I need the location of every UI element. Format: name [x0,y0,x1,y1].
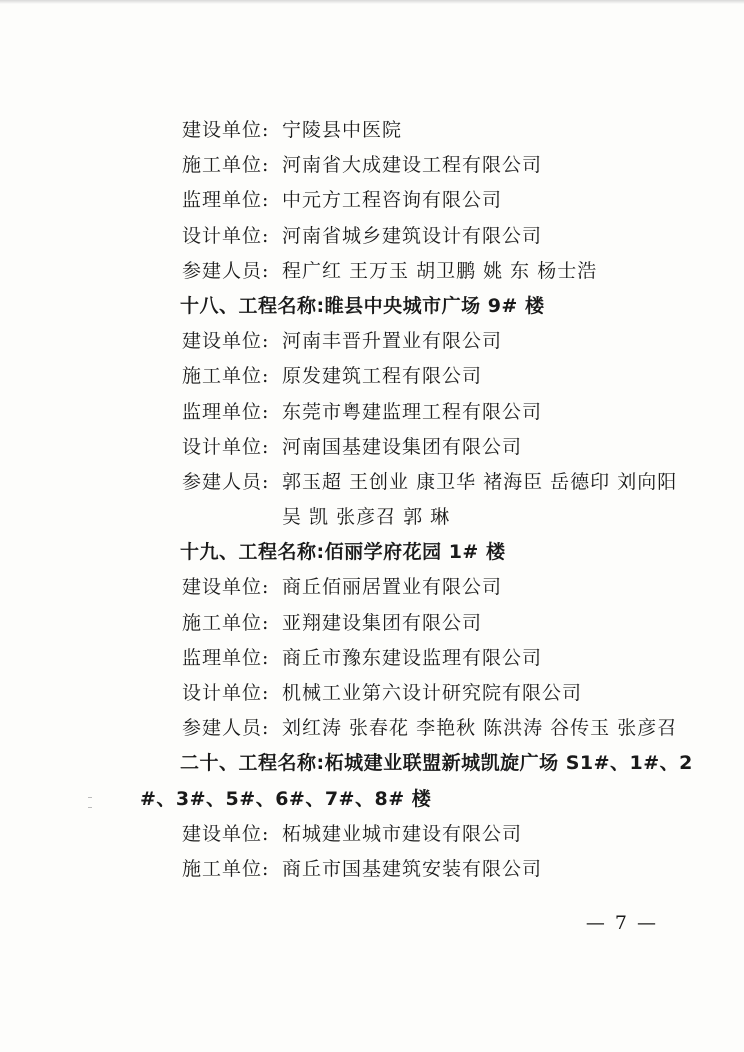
info-label: 参建人员: [182,259,270,282]
info-value: 河南省城乡建筑设计有限公司 [282,224,543,247]
info-row [140,395,700,430]
info-row [140,359,700,394]
document-body [140,113,700,887]
info-row [140,183,700,218]
info-row [140,148,700,183]
info-label: 设计单位: [182,682,270,704]
info-row [140,254,700,289]
info-label: 参建人员: [182,717,270,740]
info-value: 刘红涛 张春花 李艳秋 陈洪涛 谷传玉 张彦召 [282,717,678,740]
staff-continued: 吴 凯 张彦召 郭 琳 [282,506,451,529]
info-label: 建设单位: [182,822,270,845]
info-row [140,711,700,746]
info-label: 施工单位: [182,154,270,177]
project-heading-continued: #、3#、5#、6#、7#、8# 楼 [140,787,432,810]
info-row [140,113,700,148]
info-row [140,852,700,887]
info-value: 宁陵县中医院 [282,119,403,141]
info-row [140,219,700,254]
info-value: 郭玉超 王创业 康卫华 褚海臣 岳德印 刘向阳 [282,470,678,493]
info-label: 施工单位: [182,857,270,880]
info-value: 河南国基建设集团有限公司 [282,435,523,458]
info-label: 设计单位: [182,224,270,247]
scan-top-edge [0,0,744,4]
info-row [140,606,700,641]
info-label: 建设单位: [182,576,270,599]
info-label: 监理单位: [182,189,270,212]
info-value: 亚翔建设集团有限公司 [282,611,483,634]
info-row [140,641,700,676]
info-row [140,570,700,605]
info-value: 中元方工程咨询有限公司 [282,189,503,212]
info-row [140,676,700,711]
info-row [140,465,700,500]
scan-mark [88,807,92,808]
info-value: 河南省大成建设工程有限公司 [282,154,543,177]
scan-mark [88,797,92,798]
info-label: 施工单位: [182,365,270,388]
project-heading: 十九、工程名称:佰丽学府花园 1# 楼 [180,541,506,564]
info-value: 商丘佰丽居置业有限公司 [282,576,503,599]
info-value: 程广红 王万玉 胡卫鹏 姚 东 杨士浩 [282,259,598,282]
info-label: 施工单位: [182,611,270,634]
info-value: 柘城建业城市建设有限公司 [282,822,523,845]
page-number: — 7 — [585,912,658,934]
info-value: 原发建筑工程有限公司 [282,365,483,388]
info-label: 监理单位: [182,646,270,669]
info-row [140,430,700,465]
project-heading: 二十、工程名称:柘城建业联盟新城凯旋广场 S1#、1#、2 [180,752,693,775]
info-row [140,817,700,852]
info-value: 商丘市豫东建设监理有限公司 [282,646,543,669]
info-value: 河南丰晋升置业有限公司 [282,330,503,353]
info-row [140,324,700,359]
info-value: 商丘市国基建筑安装有限公司 [282,857,543,880]
info-label: 参建人员: [182,470,270,493]
info-label: 建设单位: [182,330,270,353]
info-value: 东莞市粤建监理工程有限公司 [282,400,543,423]
info-value: 机械工业第六设计研究院有限公司 [282,682,583,704]
info-label: 设计单位: [182,435,270,458]
info-label: 监理单位: [182,400,270,423]
info-label: 建设单位: [182,119,270,141]
project-heading: 十八、工程名称:睢县中央城市广场 9# 楼 [180,294,545,317]
